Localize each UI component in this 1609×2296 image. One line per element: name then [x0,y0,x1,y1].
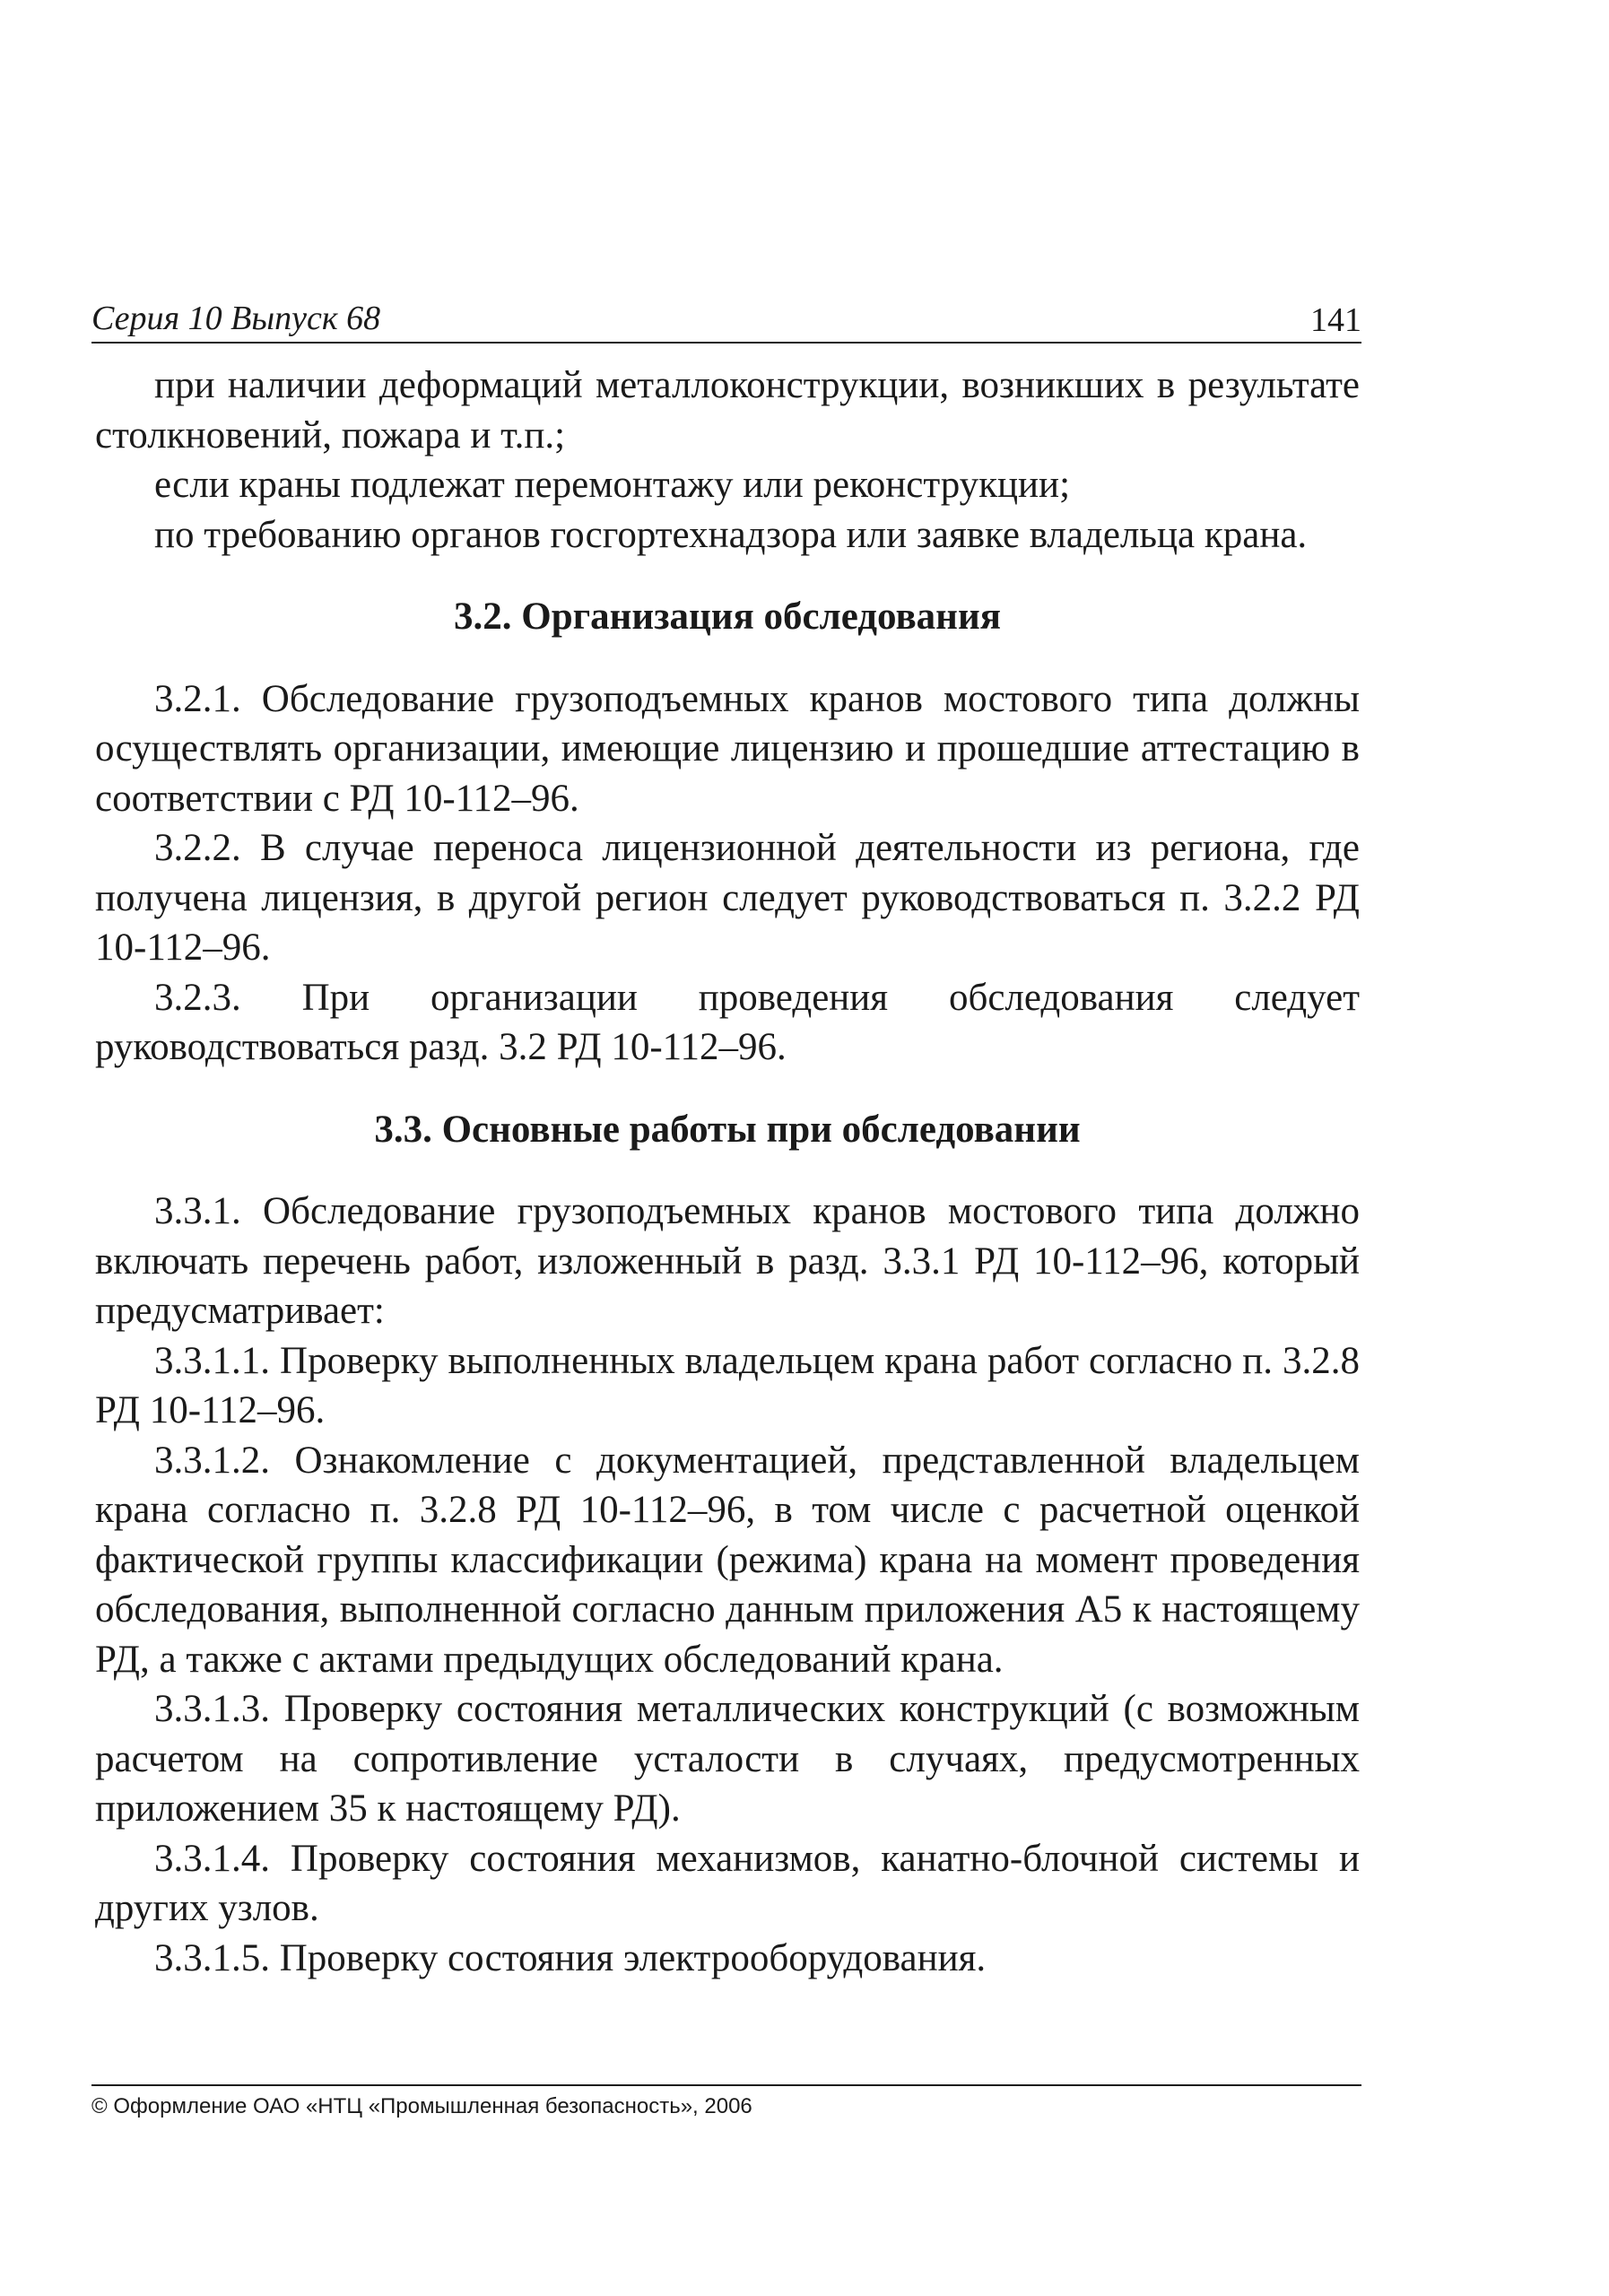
page-number: 141 [1310,301,1361,339]
series-label: Серия 10 Выпуск 68 [91,300,381,337]
paragraph: 3.3.1.3. Проверку состояния металлических конструкций (с возможным расчетом на сопротивление усталости в случаях, предусмотренных приложением 35 к настоящему РД). [95,1688,1360,1830]
paragraph: по требованию органов госгортехнадзора или заявке владельца крана. [154,513,1308,556]
paragraph: 3.2.2. В случае переноса лицензионной деятельности из региона, где получена лицензия, в другой регион следует руководствоваться п. 3.2.2 РД 10-112–96. [95,827,1360,969]
section-heading: 3.2. Организация обследования [454,596,1001,638]
running-head [91,291,1361,344]
paragraph: 3.3.1.4. Проверку состояния механизмов, канатно-блочной системы и других узлов. [95,1837,1360,1929]
body-text [95,361,1360,1983]
footer-copyright: © Оформление ОАО «НТЦ «Промышленная безопасность», 2006 [91,2084,1361,2120]
paragraph: при наличии деформаций металлоконструкции, возникших в результате столкновений, пожара и т.п.; [95,364,1360,457]
paragraph: 3.3.1. Обследование грузоподъемных кранов мостового типа должно включать перечень работ, изложенный в разд. 3.3.1 РД 10-112–96, который предусматривает: [95,1190,1360,1332]
section-heading: 3.3. Основные работы при обследовании [374,1108,1081,1151]
paragraph: 3.3.1.5. Проверку состояния электрооборудования. [154,1936,987,1979]
paragraph: 3.3.1.2. Ознакомление с документацией, представленной владельцем крана согласно п. 3.2.8 РД 10-112–96, в том числе с расчетной оценкой фактической группы классификации (режима) крана на момент проведения обследования, выполненной согласно данным приложения А5 к настоящему РД, а также с актами предыдущих обследований крана. [95,1439,1360,1681]
paragraph: 3.2.3. При организации проведения обследования следует руководствоваться разд. 3.2 РД 10-112–96. [95,976,1360,1068]
paragraph: если краны подлежат перемонтажу или реконструкции; [154,464,1071,506]
paragraph: 3.3.1.1. Проверку выполненных владельцем крана работ согласно п. 3.2.8 РД 10-112–96. [95,1339,1360,1431]
paragraph: 3.2.1. Обследование грузоподъемных кранов мостового типа должны осуществлять организации, имеющие лицензию и прошедшие аттестацию в соответствии с РД 10-112–96. [95,677,1360,820]
